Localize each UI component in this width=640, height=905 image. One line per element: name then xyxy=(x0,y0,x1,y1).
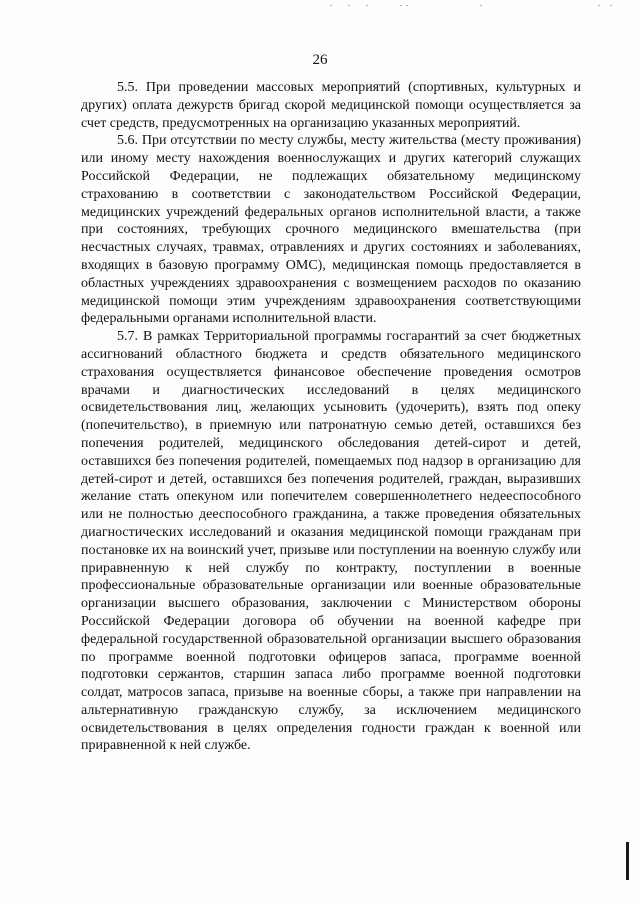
paragraph-5-7: 5.7. В рамках Территориальной программы госгарантий за счет бюджетных ассигнований областного бюджета и средств обязательного медицинского страхования осуществляется финансовое обеспечение проведения осмотров врачами и диагностических исследований в целях медицинского освидетельствования лиц, желающих усыновить (удочерить), взять под опеку (попечительство), в приемную или патронатную семью детей, оставшихся без попечения родителей, медицинского обследования детей-сирот и детей, оставшихся без попечения родителей, помещаемых под надзор в организацию для детей-сирот и детей, оставшихся без попечения родителей, граждан, выразивших желание стать опекуном или попечителем совершеннолетнего недееспособного или не полностью дееспособного гражданина, а также проведения обязательных диагностических исследований и оказания медицинской помощи гражданам при постановке их на воинский учет, призыве или поступлении на военную службу или приравненную к ней службу по контракту, поступлении в военные профессиональные образовательные организации или военные образовательные организации высшего образования, заключении с Министерством обороны Российской Федерации договора об обучении на военной кафедре при федеральной государственной образовательной организации высшего образования по программе военной подготовки офицеров запаса, программе военной подготовки сержантов, старшин запаса либо программе военной подготовки солдат, матросов запаса, призыве на военные сборы, а также при направлении на альтернативную гражданскую службу, за исключением медицинского освидетельствования в целях определения годности граждан к военной или приравненной к ней службе. xyxy=(81,329,581,754)
scan-artifact-dots xyxy=(330,2,620,10)
paragraph-5-5: 5.5. При проведении массовых мероприятий (спортивных, культурных и других) оплата дежурств бригад скорой медицинской помощи осуществляется за счет средств, предусмотренных на организацию указанных мероприятий. xyxy=(81,80,581,131)
paragraph-5-6: 5.6. При отсутствии по месту службы, месту жительства (месту проживания) или иному месту нахождения военнослужащих и других категорий служащих Российской Федерации, не подлежащих обязательному медицинскому страхованию в соответствии с законодательством Российской Федерации, медицинских учреждений федеральных органов исполнительной власти, а также при состояниях, требующих срочного медицинского вмешательства (при несчастных случаях, травмах, отравлениях и других состояниях и заболеваниях, входящих в базовую программу ОМС), медицинская помощь предоставляется в областных учреждениях здравоохранения с возмещением расходов по оказанию медицинской помощи этим учреждениям здравоохранения соответствующими федеральными органами исполнительной власти. xyxy=(81,133,581,327)
scan-edge-mark xyxy=(626,842,629,880)
document-body xyxy=(81,79,581,755)
page-number: 26 xyxy=(312,52,328,68)
